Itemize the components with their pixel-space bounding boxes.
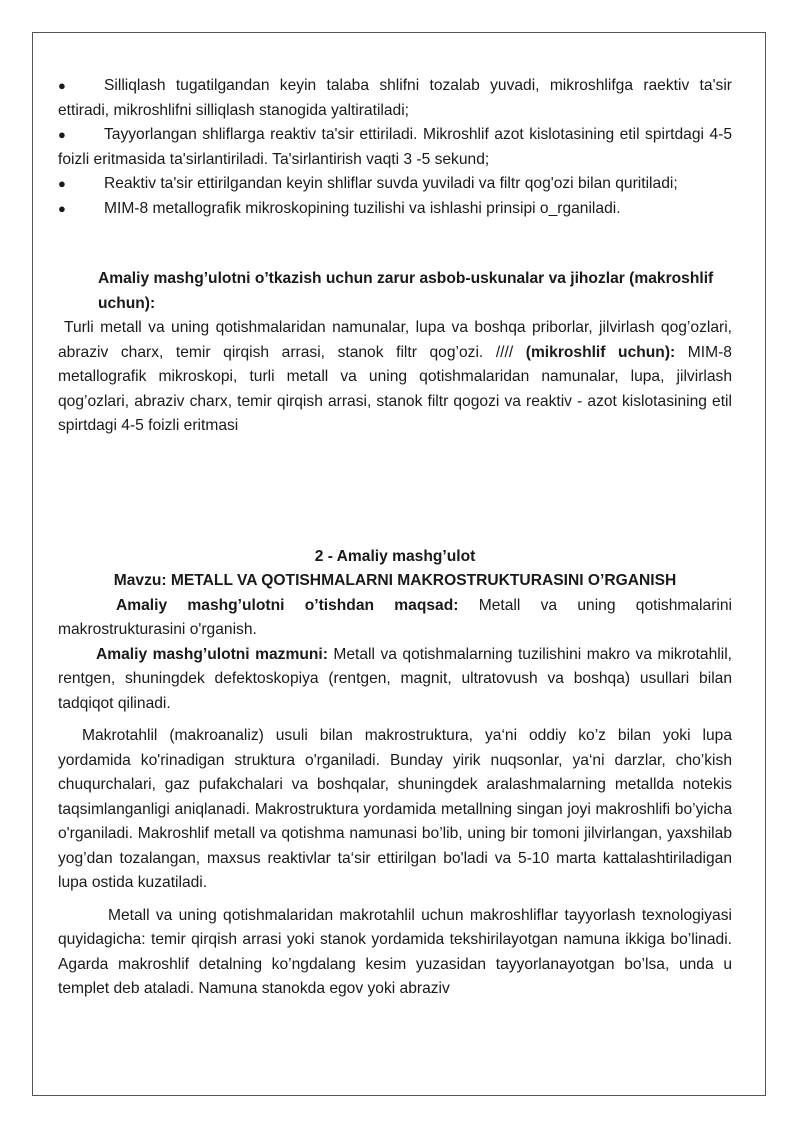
document-body bbox=[58, 74, 732, 1002]
lesson-goal: Amaliy mashg’ulotni o’tishdan maqsad: Metall va uning qotishmalarini makrostrukturasini o'rganish. bbox=[58, 596, 732, 638]
bullet-icon: ● bbox=[58, 200, 66, 216]
list-item: ● Silliqlash tugatilgandan keyin talaba shlifni tozalab yuvadi, mikroshlifga raektiv ta'sir ettiradi, mikroshlifni silliqlash stanogida yaltiratiladi; bbox=[58, 74, 732, 123]
paragraph-makrotahlil: Makrotahlil (makroanaliz) usuli bilan makrostruktura, ya‘ni oddiy ko’z bilan yoki lupa yordamida ko'rinadigan struktura o'rganiladi. Bunday yirik nuqsonlar, ya‘ni darzlar, cho’kish chuqurchalari, gaz pufakchalari va boshqalar, shuningdek aralashmalarning metallda notekis taqsimlanganligi aniqlanadi. Makrostruktura yordamida metallning singan joyi makroshlifi bo’yicha o'rganiladi. Makroshlif metall va qotishma namunasi bo’lib, uning bir tomoni jilvirlangan, yaxshilab yog’dan tozalangan, maxsus reaktivlar ta‘sir ettirilgan bo'ladi va 5-10 marta kattalashtiriladigan lupa ostida kuzatiladi. bbox=[58, 727, 732, 891]
paragraph-technology: Metall va uning qotishmalaridan makrotahlil uchun makroshliflar tayyorlash texnologiyasi quyidagicha: temir qirqish arrasi yoki stanok yordamida tekshirilayotgan namuna ikkiga bo’linadi. Agarda makroshlif detalning ko’ngdalang kesim yuzasidan tayyorlanayotgan bo’lsa, unda u templet deb ataladi. Namuna stanokda egov yoki abraziv bbox=[58, 906, 732, 997]
list-item: ● MIM-8 metallografik mikroskopining tuzilishi va ishlashi prinsipi o_rganiladi. bbox=[58, 197, 732, 222]
requirements-text: Turli metall va uning qotishmalaridan namunalar, lupa va boshqa priborlar, jilvirlash qog’ozlari, abraziv charx, temir qirqish arrasi, stanok filtr qog’ozi. //// (mikroshlif uchun): MIM-8 metallografik mikroskopi, turli metall va uning qotishmalaridan namunalar, lupa, jilvirlash qog’ozlari, abraziv charx, temir qirqish arrasi, stanok filtr qogozi va reaktiv - azot kislotasining etil spirtdagi 4-5 foizli eritmasi bbox=[58, 319, 732, 434]
bullet-list bbox=[58, 74, 732, 221]
lesson-topic: Mavzu: METALL VA QOTISHMALARNI MAKROSTRUKTURASINI O’RGANISH bbox=[113, 572, 677, 589]
bullet-icon: ● bbox=[58, 78, 66, 93]
list-item: ● Reaktiv ta'sir ettirilgandan keyin shliflar suvda yuviladi va filtr qog'ozi bilan quritiladi; bbox=[58, 172, 732, 197]
requirements-heading: Amaliy mashg’ulotni o’tkazish uchun zarur asbob-uskunalar va jihozlar (makroshlif uchun): bbox=[98, 270, 714, 312]
list-item: ● Tayyorlangan shliflarga reaktiv ta'sir ettiriladi. Mikroshlif azot kislotasining etil spirtdagi 4-5 foizli eritmasida ta'sirlantiriladi. Ta'sirlantirish vaqti 3 -5 sekund; bbox=[58, 123, 732, 172]
bullet-icon: ● bbox=[58, 127, 66, 142]
bullet-icon: ● bbox=[58, 176, 66, 191]
lesson-number-title: 2 - Amaliy mashg’ulot bbox=[314, 547, 476, 565]
lesson-content: Amaliy mashg’ulotni mazmuni: Metall va qotishmalarning tuzilishini makro va mikrotahlil, rentgen, shuningdek defektoskopiya (rentgen, magnit, ultratovush va boshqa) usullari bilan tadqiqot qilinadi. bbox=[58, 645, 732, 712]
